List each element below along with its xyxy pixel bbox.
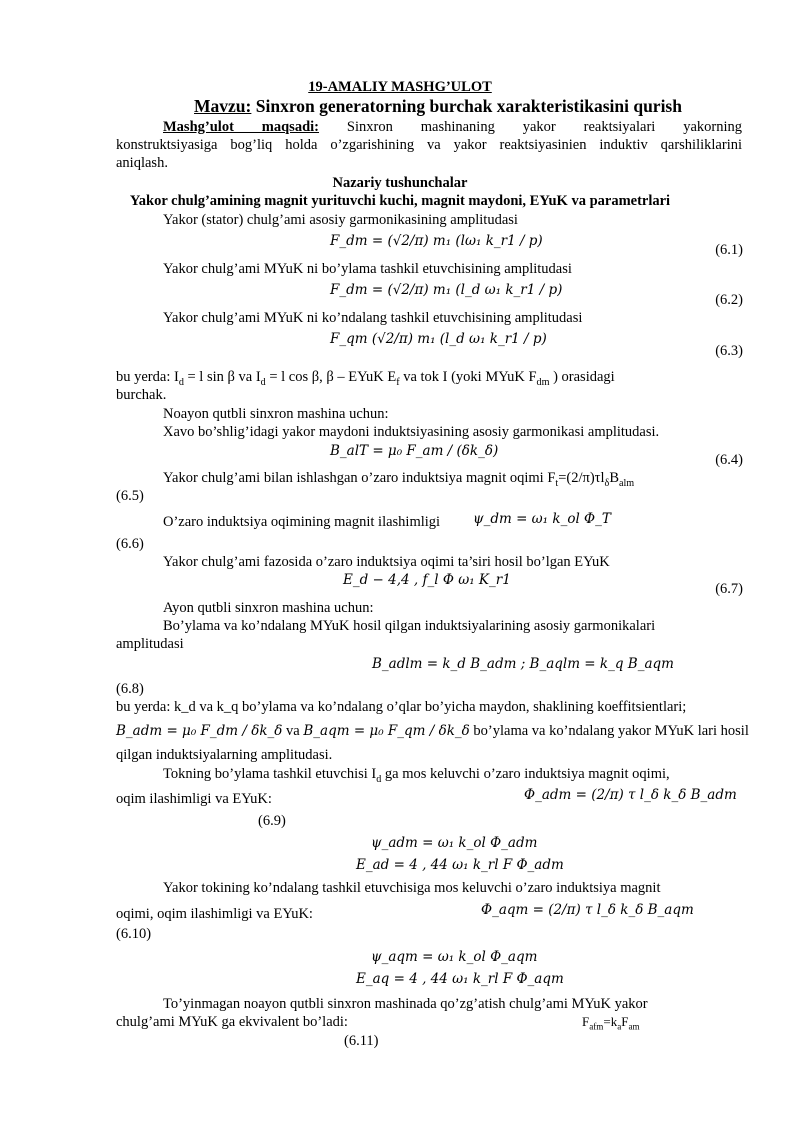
equation-6-4: B_alT = μ₀ F_am / (δk_δ) (330, 443, 499, 459)
equation-6-7: E_d − 4,4 , f_l Φ ω₁ K_r1 (343, 572, 511, 588)
paragraph-6-11: To’yinmagan noayon qutbli sinxron mashinada qo’zg’atish chulg’ami MYuK yakor (163, 996, 648, 1012)
topic-line (38, 97, 800, 115)
paragraph-6-10-b: oqimi, oqim ilashimligi va EYuK: (116, 906, 313, 922)
eq-number-6-4: (6.4) (715, 452, 743, 468)
equation-e-aq: E_aq = 4 , 44 ω₁ k_rl F Φ_aqm (356, 971, 564, 987)
equation-6-2: F_dm = (√2/π) m₁ (l_d ω₁ k_r1 / p) (330, 282, 563, 298)
equation-psi-aqm: ψ_aqm = ω₁ k_ol Φ_aqm (371, 949, 538, 965)
paragraph-6-8-b: amplitudasi (116, 636, 184, 652)
eq-number-6-3: (6.3) (715, 343, 743, 359)
paragraph-6-5: Yakor chulg’ami bilan ishlashgan o’zaro induktsiya magnit oqimi $F_t=(2/\pi)\tau l_\delta B_{alm}$ (163, 470, 635, 489)
where-line: bu yerda: $I_d = l$ sin β va $I_d = l$ cos β, β – EYuK $E_f$ va tok I (yoki MYuK $F_{dm}$ ) orasidagi (116, 369, 615, 388)
equation-6-11: $F_{afm}=k_aF_{am}$ (582, 1014, 640, 1032)
purpose-text-1: Sinxron mashinaning yakor reaktsiyalari yakorning (346, 119, 742, 135)
paragraph-6-1: Yakor (stator) chulg’ami asosiy garmonikasining amplitudasi (163, 212, 518, 228)
paragraph-6-9: Tokning bo’ylama tashkil etuvchisi $I_d$ ga mos keluvchi o’zaro induktsiya magnit oqimi, (163, 766, 670, 785)
paragraph-6-3: Yakor chulg’ami MYuK ni ko’ndalang tashkil etuvchisining amplitudasi (163, 310, 583, 326)
paragraph-6-9-b: oqim ilashimligi va EYuK: (116, 791, 272, 807)
paragraph-6-7: Yakor chulg’ami fazosida o’zaro induktsiya oqimi ta’siri hosil bo’lgan EYuK (163, 554, 610, 570)
topic-label: Mavzu: (194, 96, 252, 116)
paragraph-coefficients: bu yerda: k_d va k_q bo’ylama va ko’ndalang o’qlar bo’yicha maydon, shaklining koeffitsientlari; (116, 699, 687, 715)
paragraph-nonsalient: Noayon qutbli sinxron mashina uchun: (163, 406, 389, 422)
paragraph-6-10: Yakor tokining ko’ndalang tashkil etuvchisiga mos keluvchi o’zaro induktsiya magnit (163, 880, 661, 896)
equation-e-ad: E_ad = 4 , 44 ω₁ k_rl F Φ_adm (356, 857, 564, 873)
purpose-line-1 (163, 118, 742, 136)
purpose-label: Mashg’ulot maqsadi: (163, 119, 319, 135)
eq-number-6-7: (6.7) (715, 581, 743, 597)
equation-6-3: F_qm (√2/π) m₁ (l_d ω₁ k_r1 / p) (330, 331, 547, 347)
equation-6-10: Φ_aqm = (2/π) τ l_δ k_δ B_aqm (481, 902, 694, 918)
eq-number-6-2: (6.2) (715, 292, 743, 308)
paragraph-induction-amplitudes: B_adm = μ₀ F_dm / δk_δ va B_aqm = μ₀ F_qm / δk_δ bo’ylama va ko’ndalang yakor MYuK lari hosil (116, 723, 749, 739)
subsection-title: Yakor chulg’amining magnit yurituvchi kuchi, magnit maydoni, EYuK va parametrlari (129, 193, 671, 209)
eq-number-6-9: (6.9) (258, 813, 286, 829)
equation-6-6: ψ_dm = ω₁ k_ol Φ_T (473, 511, 611, 527)
eq-number-6-1: (6.1) (715, 242, 743, 258)
paragraph-salient: Ayon qutbli sinxron mashina uchun: (163, 600, 374, 616)
equation-6-1: F_dm = (√2/π) m₁ (lω₁ k_r1 / p) (330, 233, 543, 249)
purpose-line-2: konstruktsiyasiga bog’liq holda o’zgarishining va yakor reaktsiyasinien induktiv qarshiliklarini (116, 137, 742, 153)
paragraph-induction-amplitudes-2: qilgan induktsiyalarning amplitudasi. (116, 747, 333, 763)
eq-number-6-6: (6.6) (116, 536, 144, 552)
paragraph-6-8: Bo’ylama va ko’ndalang MYuK hosil qilgan induktsiyalarining asosiy garmonikalari (163, 618, 656, 634)
equation-6-8: B_adlm = k_d B_adm ; B_aqlm = k_q B_aqm (372, 656, 674, 672)
paragraph-6-6: O’zaro induktsiya oqimining magnit ilashimligi (163, 514, 441, 530)
equation-6-9: Φ_adm = (2/π) τ l_δ k_δ B_adm (524, 787, 737, 803)
paragraph-airgap: Xavo bo’shlig’idagi yakor maydoni induktsiyasining asosiy garmonikasi amplitudasi. (163, 424, 660, 440)
paragraph-6-11-b: chulg’ami MYuK ga ekvivalent bo’ladi: (116, 1014, 348, 1030)
eq-number-6-10: (6.10) (116, 926, 152, 942)
topic-text: Sinxron generatorning burchak xarakteristikasini qurish (251, 96, 682, 116)
eq-number-6-5: (6.5) (116, 488, 144, 504)
section-title: Nazariy tushunchalar (332, 175, 468, 191)
equation-psi-adm: ψ_adm = ω₁ k_ol Φ_adm (371, 835, 538, 851)
eq-number-6-8: (6.8) (116, 681, 144, 697)
paragraph-6-2: Yakor chulg’ami MYuK ni bo’ylama tashkil etuvchisining amplitudasi (163, 261, 572, 277)
heading: 19-AMALIY MASHG’ULOT (308, 79, 492, 95)
purpose-line-3: aniqlash. (116, 155, 168, 171)
eq-number-6-11: (6.11) (344, 1033, 379, 1049)
where-line-2: burchak. (116, 387, 167, 403)
